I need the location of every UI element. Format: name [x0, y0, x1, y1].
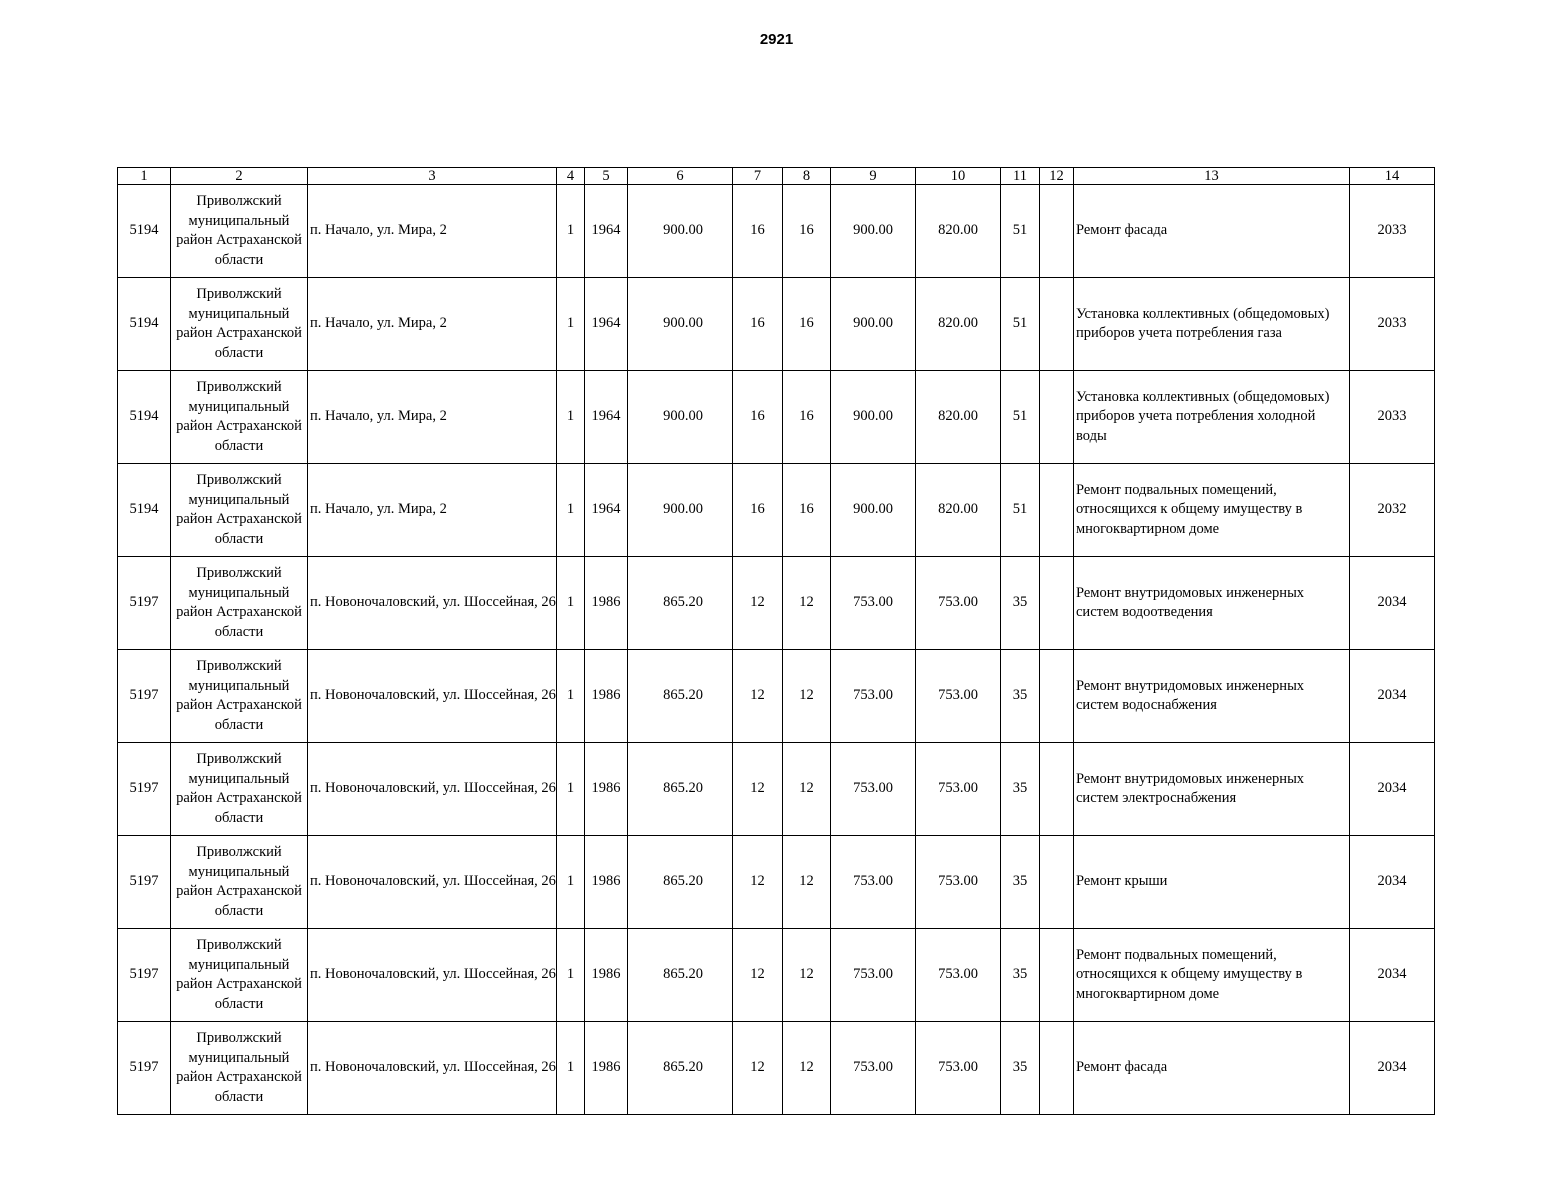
cell-municipality: Приволжский муниципальный район Астраханской области [171, 743, 308, 836]
column-header: 10 [916, 168, 1001, 185]
table-row [118, 557, 1435, 650]
cell-municipality: Приволжский муниципальный район Астраханской области [171, 1022, 308, 1115]
cell-id: 5197 [118, 557, 171, 650]
cell-col-11: 51 [1001, 278, 1040, 371]
cell-col-9: 900.00 [831, 185, 916, 278]
cell-col-9: 753.00 [831, 836, 916, 929]
cell-id: 5197 [118, 743, 171, 836]
page-number: 2921 [759, 31, 794, 48]
cell-plan-year: 2034 [1350, 743, 1435, 836]
cell-col-9: 753.00 [831, 1022, 916, 1115]
column-header: 11 [1001, 168, 1040, 185]
cell-year: 1964 [585, 371, 628, 464]
cell-col-4: 1 [557, 743, 585, 836]
table-row [118, 464, 1435, 557]
cell-work-type: Ремонт внутридомовых инженерных систем водоотведения [1074, 557, 1350, 650]
cell-col-9: 753.00 [831, 929, 916, 1022]
column-header: 9 [831, 168, 916, 185]
cell-col-6: 865.20 [628, 743, 733, 836]
cell-col-10: 820.00 [916, 278, 1001, 371]
cell-col-4: 1 [557, 371, 585, 464]
cell-plan-year: 2033 [1350, 278, 1435, 371]
cell-col-8: 12 [783, 836, 831, 929]
cell-col-12 [1040, 464, 1074, 557]
cell-year: 1986 [585, 650, 628, 743]
cell-id: 5194 [118, 371, 171, 464]
cell-year: 1964 [585, 464, 628, 557]
cell-id: 5197 [118, 650, 171, 743]
cell-col-11: 35 [1001, 929, 1040, 1022]
cell-col-8: 16 [783, 278, 831, 371]
cell-col-4: 1 [557, 929, 585, 1022]
cell-col-11: 35 [1001, 650, 1040, 743]
cell-col-6: 865.20 [628, 650, 733, 743]
cell-address: п. Новоночаловский, ул. Шоссейная, 26 [308, 557, 557, 650]
column-header: 5 [585, 168, 628, 185]
cell-col-6: 865.20 [628, 1022, 733, 1115]
cell-plan-year: 2034 [1350, 557, 1435, 650]
cell-id: 5194 [118, 278, 171, 371]
table-header-row [118, 168, 1435, 185]
cell-col-7: 16 [733, 278, 783, 371]
cell-col-8: 12 [783, 1022, 831, 1115]
cell-col-11: 51 [1001, 371, 1040, 464]
cell-col-12 [1040, 371, 1074, 464]
cell-col-10: 820.00 [916, 371, 1001, 464]
cell-municipality: Приволжский муниципальный район Астраханской области [171, 464, 308, 557]
cell-col-10: 753.00 [916, 836, 1001, 929]
cell-year: 1986 [585, 743, 628, 836]
cell-municipality: Приволжский муниципальный район Астраханской области [171, 836, 308, 929]
cell-col-8: 16 [783, 464, 831, 557]
cell-col-7: 12 [733, 929, 783, 1022]
table-row [118, 371, 1435, 464]
column-header: 4 [557, 168, 585, 185]
cell-address: п. Новоночаловский, ул. Шоссейная, 26 [308, 1022, 557, 1115]
cell-col-7: 12 [733, 743, 783, 836]
cell-col-11: 35 [1001, 1022, 1040, 1115]
cell-municipality: Приволжский муниципальный район Астраханской области [171, 650, 308, 743]
cell-plan-year: 2034 [1350, 836, 1435, 929]
cell-col-12 [1040, 836, 1074, 929]
cell-col-12 [1040, 1022, 1074, 1115]
cell-col-6: 900.00 [628, 278, 733, 371]
cell-year: 1986 [585, 1022, 628, 1115]
cell-col-4: 1 [557, 278, 585, 371]
cell-municipality: Приволжский муниципальный район Астраханской области [171, 185, 308, 278]
cell-col-7: 16 [733, 464, 783, 557]
cell-col-10: 753.00 [916, 650, 1001, 743]
column-header: 3 [308, 168, 557, 185]
cell-col-11: 51 [1001, 464, 1040, 557]
cell-col-6: 865.20 [628, 929, 733, 1022]
cell-col-10: 820.00 [916, 185, 1001, 278]
cell-year: 1964 [585, 185, 628, 278]
cell-col-6: 865.20 [628, 836, 733, 929]
cell-col-11: 35 [1001, 836, 1040, 929]
cell-col-8: 12 [783, 650, 831, 743]
cell-col-11: 35 [1001, 743, 1040, 836]
table-row [118, 278, 1435, 371]
cell-col-4: 1 [557, 650, 585, 743]
cell-address: п. Новоночаловский, ул. Шоссейная, 26 [308, 650, 557, 743]
cell-col-6: 900.00 [628, 185, 733, 278]
cell-col-7: 16 [733, 185, 783, 278]
cell-work-type: Ремонт внутридомовых инженерных систем водоснабжения [1074, 650, 1350, 743]
cell-work-type: Ремонт внутридомовых инженерных систем электроснабжения [1074, 743, 1350, 836]
column-header: 7 [733, 168, 783, 185]
cell-plan-year: 2034 [1350, 1022, 1435, 1115]
cell-id: 5197 [118, 836, 171, 929]
cell-work-type: Установка коллективных (общедомовых) приборов учета потребления газа [1074, 278, 1350, 371]
column-header: 12 [1040, 168, 1074, 185]
cell-year: 1986 [585, 557, 628, 650]
cell-col-10: 820.00 [916, 464, 1001, 557]
cell-id: 5197 [118, 1022, 171, 1115]
cell-address: п. Новоночаловский, ул. Шоссейная, 26 [308, 929, 557, 1022]
cell-col-8: 12 [783, 929, 831, 1022]
cell-address: п. Новоночаловский, ул. Шоссейная, 26 [308, 836, 557, 929]
cell-col-8: 12 [783, 743, 831, 836]
column-header: 14 [1350, 168, 1435, 185]
cell-col-7: 12 [733, 650, 783, 743]
cell-col-4: 1 [557, 1022, 585, 1115]
cell-work-type: Ремонт фасада [1074, 1022, 1350, 1115]
cell-col-11: 51 [1001, 185, 1040, 278]
cell-col-4: 1 [557, 185, 585, 278]
cell-col-4: 1 [557, 464, 585, 557]
cell-year: 1986 [585, 836, 628, 929]
cell-col-10: 753.00 [916, 929, 1001, 1022]
cell-col-6: 900.00 [628, 371, 733, 464]
cell-col-10: 753.00 [916, 743, 1001, 836]
cell-work-type: Ремонт крыши [1074, 836, 1350, 929]
cell-address: п. Новоночаловский, ул. Шоссейная, 26 [308, 743, 557, 836]
cell-col-7: 12 [733, 1022, 783, 1115]
column-header: 6 [628, 168, 733, 185]
cell-col-7: 16 [733, 371, 783, 464]
column-header: 13 [1074, 168, 1350, 185]
cell-col-6: 865.20 [628, 557, 733, 650]
cell-year: 1964 [585, 278, 628, 371]
cell-col-9: 900.00 [831, 464, 916, 557]
cell-col-7: 12 [733, 557, 783, 650]
cell-col-9: 753.00 [831, 557, 916, 650]
cell-col-11: 35 [1001, 557, 1040, 650]
cell-col-6: 900.00 [628, 464, 733, 557]
cell-col-9: 753.00 [831, 650, 916, 743]
cell-col-12 [1040, 743, 1074, 836]
column-header: 2 [171, 168, 308, 185]
cell-id: 5197 [118, 929, 171, 1022]
cell-plan-year: 2034 [1350, 650, 1435, 743]
cell-plan-year: 2033 [1350, 185, 1435, 278]
cell-col-12 [1040, 650, 1074, 743]
column-header: 1 [118, 168, 171, 185]
cell-col-12 [1040, 278, 1074, 371]
table-body [118, 185, 1435, 1115]
cell-plan-year: 2032 [1350, 464, 1435, 557]
cell-address: п. Начало, ул. Мира, 2 [308, 464, 557, 557]
cell-col-8: 16 [783, 185, 831, 278]
capital-repair-table [117, 167, 1435, 1115]
cell-col-4: 1 [557, 836, 585, 929]
cell-col-9: 900.00 [831, 278, 916, 371]
cell-plan-year: 2034 [1350, 929, 1435, 1022]
cell-address: п. Начало, ул. Мира, 2 [308, 278, 557, 371]
cell-col-7: 12 [733, 836, 783, 929]
cell-municipality: Приволжский муниципальный район Астраханской области [171, 278, 308, 371]
cell-col-9: 900.00 [831, 371, 916, 464]
cell-id: 5194 [118, 464, 171, 557]
table-row [118, 836, 1435, 929]
cell-col-12 [1040, 185, 1074, 278]
cell-col-4: 1 [557, 557, 585, 650]
cell-col-10: 753.00 [916, 557, 1001, 650]
table-row [118, 929, 1435, 1022]
cell-plan-year: 2033 [1350, 371, 1435, 464]
cell-municipality: Приволжский муниципальный район Астраханской области [171, 929, 308, 1022]
cell-id: 5194 [118, 185, 171, 278]
table-row [118, 1022, 1435, 1115]
cell-col-8: 16 [783, 371, 831, 464]
table-row [118, 743, 1435, 836]
cell-col-12 [1040, 557, 1074, 650]
cell-col-10: 753.00 [916, 1022, 1001, 1115]
cell-municipality: Приволжский муниципальный район Астраханской области [171, 557, 308, 650]
cell-col-8: 12 [783, 557, 831, 650]
table-row [118, 185, 1435, 278]
cell-col-9: 753.00 [831, 743, 916, 836]
cell-col-12 [1040, 929, 1074, 1022]
cell-year: 1986 [585, 929, 628, 1022]
cell-work-type: Ремонт фасада [1074, 185, 1350, 278]
cell-work-type: Установка коллективных (общедомовых) приборов учета потребления холодной воды [1074, 371, 1350, 464]
cell-address: п. Начало, ул. Мира, 2 [308, 371, 557, 464]
cell-municipality: Приволжский муниципальный район Астраханской области [171, 371, 308, 464]
column-header: 8 [783, 168, 831, 185]
cell-address: п. Начало, ул. Мира, 2 [308, 185, 557, 278]
table-row [118, 650, 1435, 743]
cell-work-type: Ремонт подвальных помещений, относящихся к общему имуществу в многоквартирном доме [1074, 929, 1350, 1022]
cell-work-type: Ремонт подвальных помещений, относящихся к общему имуществу в многоквартирном доме [1074, 464, 1350, 557]
